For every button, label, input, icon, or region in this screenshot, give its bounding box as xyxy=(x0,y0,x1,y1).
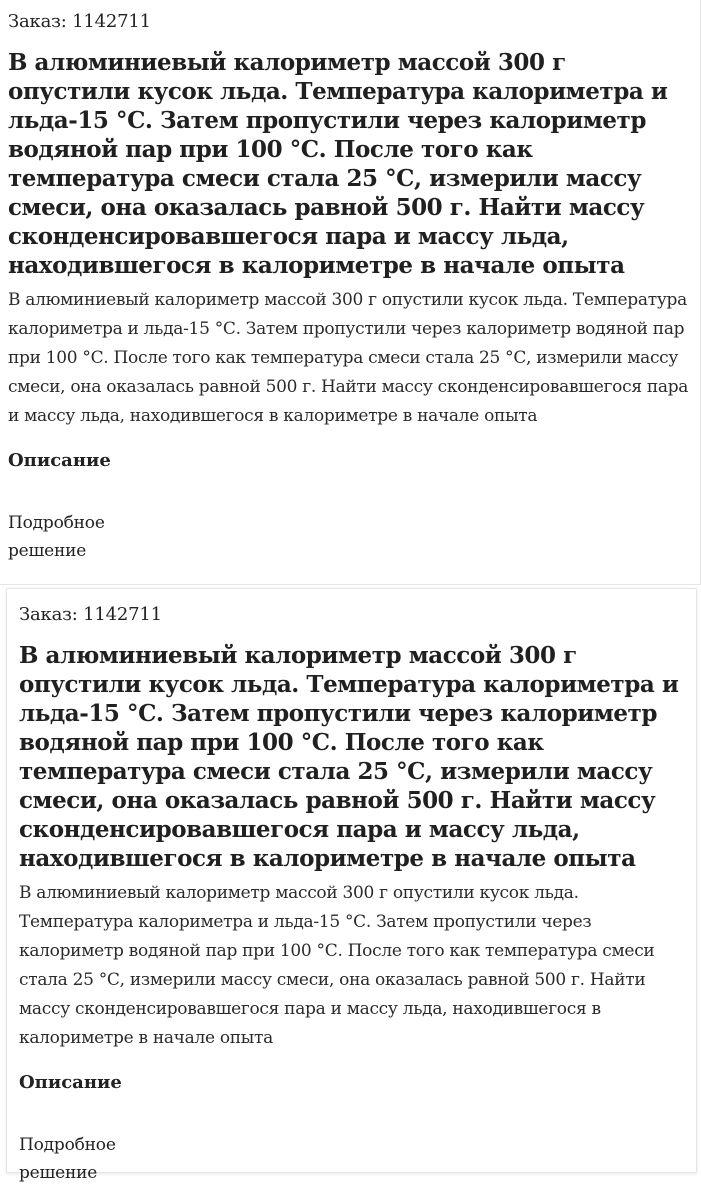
problem-title: В алюминиевый калориметр массой 300 г опустили кусок льда. Температура калориметра и льда-15 °С. Затем пропустили через калориметр водяной пар при 100 °С. После того как температура смеси стала 25 °С, измерили массу смеси, она оказалась равной 500 г. Найти массу сконденсировавшегося пара и массу льда, находившегося в калориметре в начале опыта xyxy=(19,642,679,872)
order-card xyxy=(0,0,701,585)
detailed-solution-link[interactable]: Подробное решение xyxy=(19,1135,116,1183)
order-number: Заказ: 1142711 xyxy=(19,604,162,625)
detailed-solution-link[interactable]: Подробное решение xyxy=(8,513,105,561)
description-heading: Описание xyxy=(8,450,111,471)
order-number: Заказ: 1142711 xyxy=(8,11,151,32)
problem-title: В алюминиевый калориметр массой 300 г опустили кусок льда. Температура калориметра и льда-15 °С. Затем пропустили через калориметр водяной пар при 100 °С. После того как температура смеси стала 25 °С, измерили массу смеси, она оказалась равной 500 г. Найти массу сконденсировавшегося пара и массу льда, находившегося в калориметре в начале опыта xyxy=(8,49,668,279)
order-card xyxy=(6,588,697,1183)
problem-text: В алюминиевый калориметр массой 300 г опустили кусок льда. Температура калориметра и льда-15 °С. Затем пропустили через калориметр водяной пар при 100 °С. После того как температура смеси стала 25 °С, измерили массу смеси, она оказалась равной 500 г. Найти массу сконденсировавшегося пара и массу льда, находившегося в калориметре в начале опыта xyxy=(8,290,689,426)
problem-text: В алюминиевый калориметр массой 300 г опустили кусок льда. Температура калориметра и льда-15 °С. Затем пропустили через калориметр водяной пар при 100 °С. После того как температура смеси стала 25 °С, измерили массу смеси, она оказалась равной 500 г. Найти массу сконденсировавшегося пара и массу льда, находившегося в калориметре в начале опыта xyxy=(19,883,655,1048)
description-heading: Описание xyxy=(19,1072,122,1093)
